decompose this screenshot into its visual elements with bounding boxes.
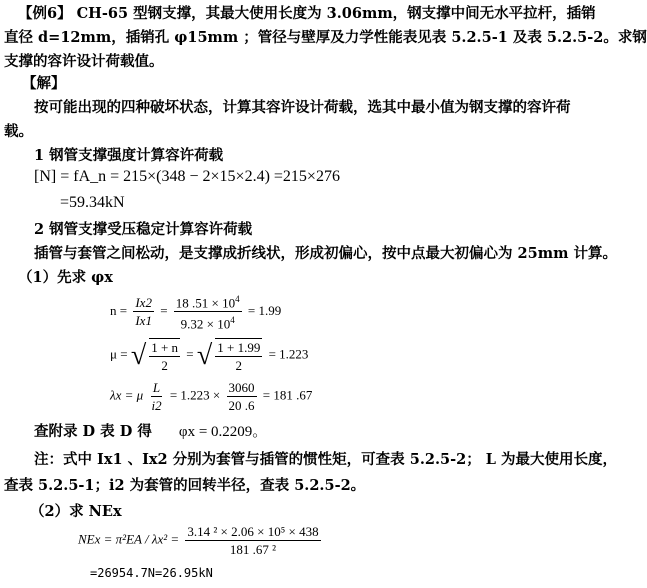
example-line-2: 直径 d=12mm，插销孔 φ15mm ；管径与壁厚及力学性能表见表 5.2.5-1 及表 5.2.5-2。求钢 bbox=[4, 29, 647, 46]
phi-value: φx = 0.2209。 bbox=[178, 424, 268, 440]
mu-sqrt-right: √ $\frac{1 + 1.99}{2}$ bbox=[196, 339, 261, 373]
lambda-value-fraction: $\frac{3060}{20 .6}$ bbox=[228, 380, 255, 413]
section-2-intro: 插管与套管之间松动，是支撑成折线状，形成初偏心，按中点最大初偏心为 25mm 计算。 bbox=[34, 245, 617, 262]
strength-formula: [N] = fA_n = 215×(348 − 2×15×2.4) =215×276 bbox=[34, 168, 340, 185]
nex-result: =26954.7N=26.95kN bbox=[90, 566, 213, 580]
n-value-fraction: $\frac{18 .51 \times 10^4}{9.32 \times 10^4}$ bbox=[175, 294, 240, 332]
section-1-title: 1 钢管支撑强度计算容许荷载 bbox=[34, 147, 224, 164]
solution-intro-1: 按可能出现的四种破坏状态，计算其容许设计荷载，选其中最小值为钢支撑的容许荷 bbox=[34, 99, 571, 116]
mu-equation: μ = √ $\frac{1 + n}{2}$ = √ $\frac{1 + 1.99}{2}$ = 1.223 bbox=[110, 339, 309, 373]
note-line-2: 查表 5.2.5-1；i2 为套管的回转半径，查表 5.2.5-2。 bbox=[4, 477, 366, 494]
phi-lookup-line: 查附录 D 表 D 得 φx = 0.2209。 bbox=[34, 423, 268, 440]
example-line-1: 【例6】 CH-65 型钢支撑，其最大使用长度为 3.06mm，钢支撑中间无水平拉杆，插销 bbox=[18, 5, 596, 22]
solution-heading: 【解】 bbox=[22, 75, 66, 92]
step-2-title: （2）求 NEx bbox=[30, 503, 122, 520]
section-2-title: 2 钢管支撑受压稳定计算容许荷载 bbox=[34, 221, 253, 238]
nex-equation: NEx = π²EA / λx² = $\frac{\text{3.14 ² × 2.06 × 10⁵ × 438}}{\text{181 .67 ²}}$ bbox=[78, 524, 319, 557]
lambda-ratio-fraction: $\frac{L}{i2}$ bbox=[151, 380, 162, 413]
solution-intro-2: 载。 bbox=[4, 123, 33, 140]
nex-fraction: $\frac{\text{3.14 ² × 2.06 × 10⁵ × 438}}{\text{181 .67 ²}}$ bbox=[187, 524, 319, 557]
n-equation: n = $\frac{Ix2}{Ix1}$ = $\frac{18 .51 \times 10^4}{9.32 \times 10^4}$ = 1.99 bbox=[110, 294, 282, 332]
step-1-title: （1）先求 φx bbox=[18, 269, 113, 286]
example-line-3: 支撑的容许设计荷载值。 bbox=[4, 53, 164, 70]
mu-sqrt-left: √ $\frac{1 + n}{2}$ bbox=[130, 339, 179, 373]
lambda-equation: λx = μ $\frac{L}{i2}$ = 1.223 × $\frac{3060}{20 .6}$ = 181 .67 bbox=[110, 380, 313, 413]
strength-result: =59.34kN bbox=[60, 194, 125, 211]
n-ratio-fraction: $\frac{Ix2}{Ix1}$ bbox=[135, 295, 152, 329]
note-line-1: 注：式中 Ix1 、Ix2 分别为套管与插管的惯性矩，可查表 5.2.5-2； L 为最大使用长度， bbox=[34, 451, 617, 468]
